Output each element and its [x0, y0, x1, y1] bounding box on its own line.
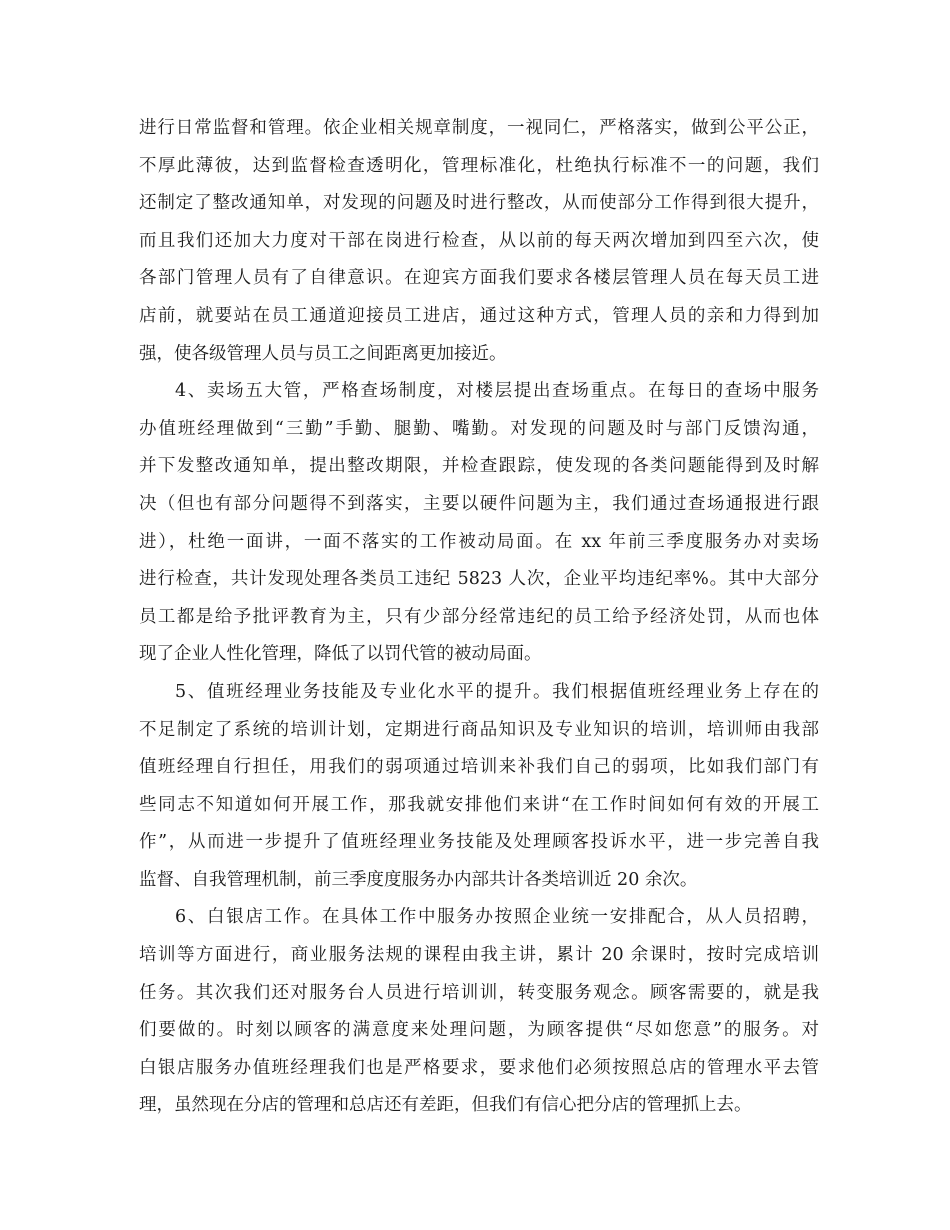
text-line: 员工都是给予批评教育为主，只有少部分经常违纪的员工给予经济处罚，从而也体 [139, 606, 819, 627]
text-line: 强，使各级管理人员与员工之间距离更加接近。 [139, 343, 507, 364]
text-line: 现了企业人性化管理，降低了以罚代管的被动局面。 [139, 644, 542, 665]
text-line: 们要做的。时刻以顾客的满意度来处理问题，为顾客提供“尽如您意”的服务。对 [139, 1020, 819, 1041]
text-line: 白银店服务办值班经理我们也是严格要求，要求他们必须按照总店的管理水平去管 [139, 1057, 819, 1078]
text-line: 而且我们还加大力度对干部在岗进行检查，从以前的每天两次增加到四至六次，使 [139, 230, 819, 251]
text-line: 办值班经理做到“三勤”手勤、腿勤、嘴勤。对发现的问题及时与部门反馈沟通， [139, 418, 819, 439]
text-line: 作”，从而进一步提升了值班经理业务技能及处理顾客投诉水平，进一步完善自我 [139, 832, 819, 853]
paragraph [139, 674, 819, 900]
paragraph [139, 899, 819, 1125]
paragraph [139, 373, 819, 674]
text-line: 进行检查，共计发现处理各类员工违纪 5823 人次，企业平均违纪率%。其中大部分 [139, 569, 819, 590]
text-line: 6、白银店工作。在具体工作中服务办按照企业统一安排配合，从人员招聘， [175, 907, 819, 928]
text-line: 店前，就要站在员工通道迎接员工进店，通过这种方式，管理人员的亲和力得到加 [139, 305, 819, 326]
document-body [139, 110, 819, 1125]
text-line: 各部门管理人员有了自律意识。在迎宾方面我们要求各楼层管理人员在每天员工进 [139, 268, 819, 289]
text-line: 还制定了整改通知单，对发现的问题及时进行整改，从而使部分工作得到很大提升， [139, 193, 819, 214]
text-line: 不厚此薄彼，达到监督检查透明化，管理标准化，杜绝执行标准不一的问题，我们 [139, 155, 819, 176]
text-line: 培训等方面进行，商业服务法规的课程由我主讲，累计 20 余课时，按时完成培训 [139, 945, 819, 966]
text-line: 决（但也有部分问题得不到落实，主要以硬件问题为主，我们通过查场通报进行跟 [139, 493, 819, 514]
text-line: 不足制定了系统的培训计划，定期进行商品知识及专业知识的培训，培训师由我部 [139, 719, 819, 740]
text-line: 并下发整改通知单，提出整改期限，并检查跟踪，使发现的各类问题能得到及时解 [139, 456, 819, 477]
text-line: 5、值班经理业务技能及专业化水平的提升。我们根据值班经理业务上存在的 [175, 681, 819, 702]
text-line: 4、卖场五大管，严格查场制度，对楼层提出查场重点。在每日的查场中服务 [175, 381, 819, 402]
text-line: 理，虽然现在分店的管理和总店还有差距，但我们有信心把分店的管理抓上去。 [139, 1095, 752, 1116]
text-line: 值班经理自行担任，用我们的弱项通过培训来补我们自己的弱项，比如我们部门有 [139, 757, 819, 778]
text-line: 监督、自我管理机制，前三季度度服务办内部共计各类培训近 20 余次。 [139, 869, 698, 890]
text-line: 些同志不知道如何开展工作，那我就安排他们来讲“在工作时间如何有效的开展工 [139, 794, 819, 815]
paragraph [139, 110, 819, 373]
text-line: 进行日常监督和管理。依企业相关规章制度，一视同仁，严格落实，做到公平公正， [139, 118, 819, 138]
text-line: 进），杜绝一面讲，一面不落实的工作被动局面。在 xx 年前三季度服务办对卖场 [139, 531, 819, 552]
text-line: 任务。其次我们还对服务台人员进行培训训，转变服务观念。顾客需要的，就是我 [139, 982, 819, 1003]
